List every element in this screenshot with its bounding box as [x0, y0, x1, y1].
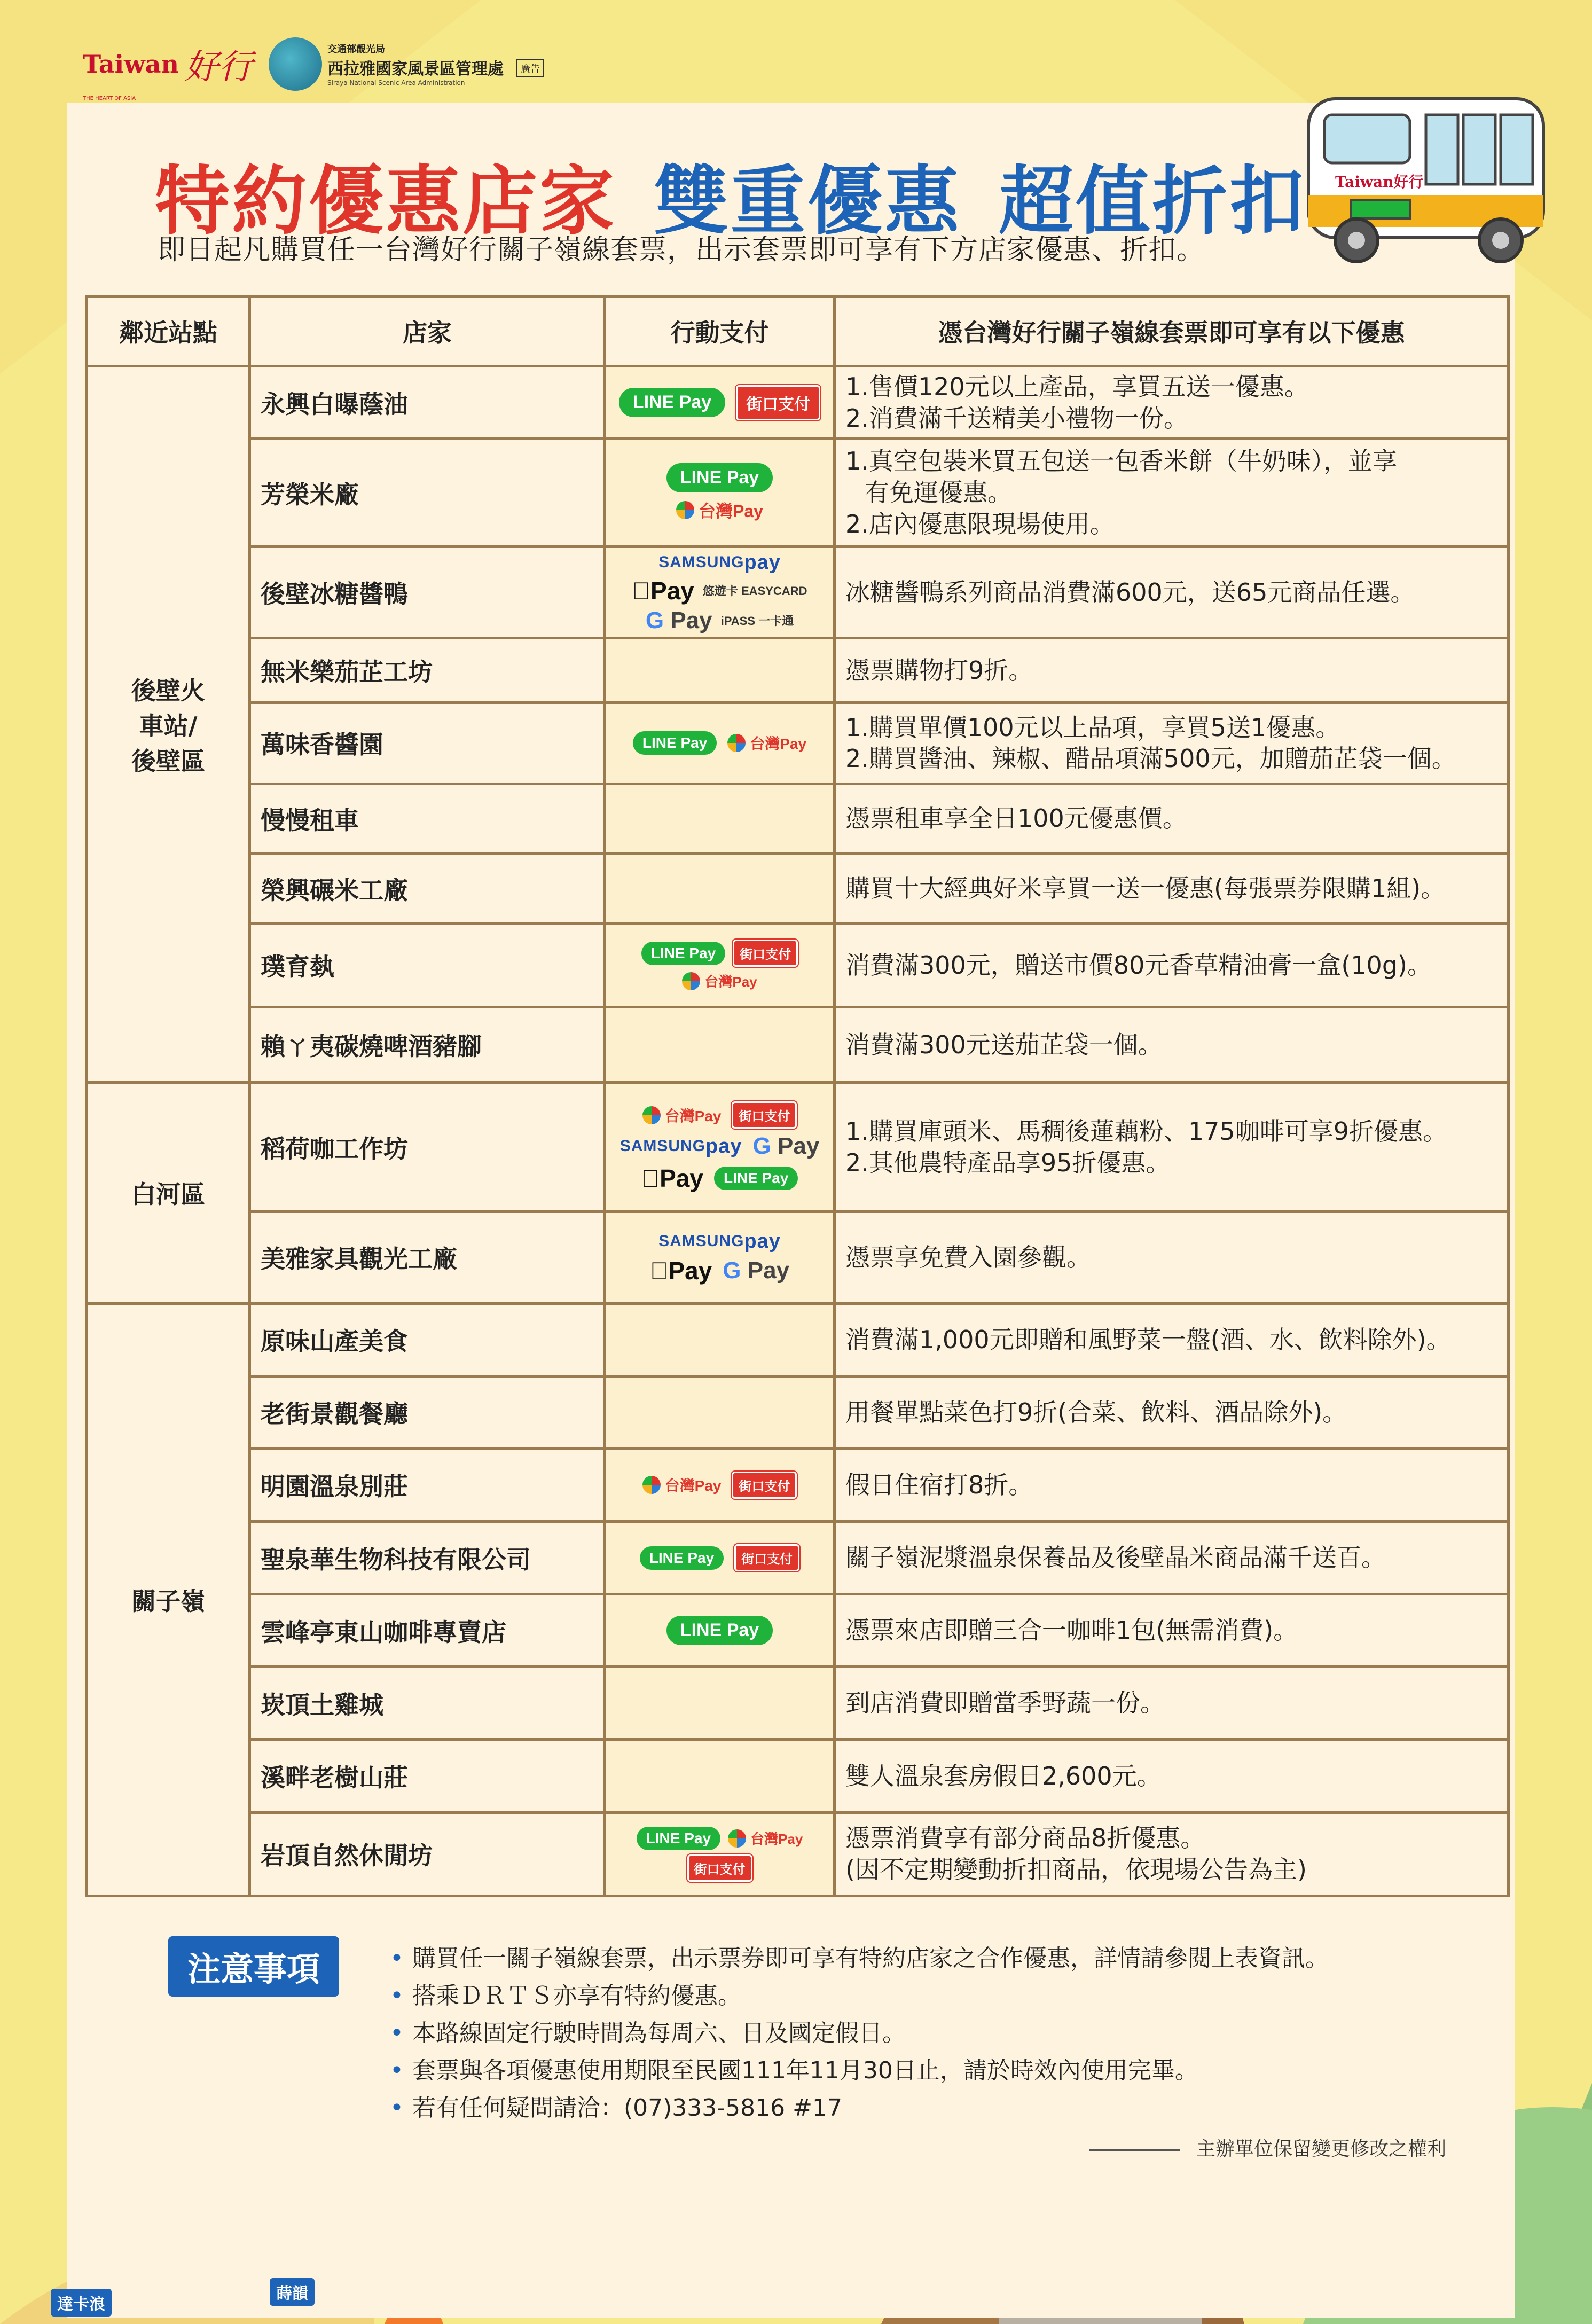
table-row: [87, 1007, 1509, 1083]
taiwan-pay-icon: [728, 1828, 803, 1848]
offer-cell: 消費滿300元，贈送市價80元香草精油膏一盒(10g)。: [835, 924, 1509, 1007]
taiwan-pay-label: 台灣Pay: [699, 502, 763, 521]
taiwan-pay-icon: [642, 1474, 722, 1496]
agency-line2: 西拉雅國家風景區管理處: [327, 60, 504, 79]
area-houbi: [87, 366, 250, 1083]
samsung-pay-icon: [620, 1135, 742, 1158]
shop-name: 慢慢租車: [250, 784, 605, 854]
title-part1: 特約優惠店家: [155, 158, 617, 245]
taiwan-logo-word: Taiwan: [83, 50, 179, 79]
bus-illustration: [1303, 88, 1554, 270]
apple-pay-label: Pay: [641, 576, 685, 605]
line-pay-icon: LINE Pay: [633, 731, 717, 755]
table-row: [87, 638, 1509, 703]
shop-name: 萬味香醬園: [250, 703, 605, 784]
offer-cell: [835, 439, 1509, 547]
jko-pay-icon: 街口支付: [687, 1854, 752, 1882]
offer-cell: 假日住宿打8折。: [835, 1449, 1509, 1521]
apple-pay-icon: [632, 576, 694, 605]
google-pay-icon: [753, 1133, 820, 1160]
col-header-shop: 店家: [250, 296, 605, 366]
samsung-label: SAMSUNG: [658, 553, 744, 572]
payment-cell: [605, 1376, 835, 1449]
offer-line: 有免運優惠。: [865, 478, 1012, 507]
siraya-emblem-icon: [269, 37, 322, 91]
offer-line: 2.店內優惠限現場使用。: [845, 509, 1115, 538]
shop-name: 後壁冰糖醬鴨: [250, 546, 605, 638]
title-part2: 雙重優惠: [654, 158, 962, 245]
notice-item: • 套票與各項優惠使用期限至民國111年11月30日止，請於時效內使用完畢。: [390, 2052, 1329, 2090]
offer-cell: 冰糖醬鴨系列商品消費滿600元，送65元商品任選。: [835, 546, 1509, 638]
page-subtitle: 即日起凡購買任一台灣好行關子嶺線套票，出示套票即可享有下方店家優惠、折扣。: [158, 234, 1205, 266]
jko-pay-icon: 街口支付: [736, 385, 820, 420]
offer-line: 2.消費滿千送精美小禮物一份。: [845, 403, 1188, 433]
samsung-label: SAMSUNG: [619, 1137, 706, 1155]
offer-cell: 關子嶺泥漿溫泉保養品及後壁晶米商品滿千送百。: [835, 1522, 1509, 1594]
google-pay-label: Pay: [778, 1133, 820, 1160]
payment-cell: [605, 546, 835, 638]
notice-item: • 本路線固定行駛時間為每周六、日及國定假日。: [390, 2015, 1329, 2052]
payment-cell: [605, 784, 835, 854]
table-row: [87, 854, 1509, 924]
offer-line: (因不定期變動折扣商品，依現場公告為主): [845, 1855, 1307, 1884]
offer-cell: 用餐單點菜色打9折(合菜、飲料、酒品除外)。: [835, 1376, 1509, 1449]
apple-pay-label: Pay: [650, 1164, 694, 1193]
shop-name: 岩頂自然休閒坊: [250, 1812, 605, 1896]
taiwan-logo-script: 好行: [184, 48, 253, 87]
table-row: [87, 1812, 1509, 1896]
taiwan-pay-icon: [682, 971, 757, 991]
table-header-row: [87, 296, 1509, 366]
offer-line: 憑票消費享有部分商品8折優惠。: [845, 1824, 1205, 1853]
table-row: [87, 1667, 1509, 1740]
offer-line: 1.購買庫頭米、馬稠後蓮藕粉、175咖啡可享9折優惠。: [845, 1116, 1447, 1146]
table-row: [87, 1083, 1509, 1212]
line-pay-icon: LINE Pay: [666, 463, 773, 492]
discount-stores-table: [85, 295, 1510, 1897]
jko-pay-icon: 街口支付: [733, 940, 798, 967]
offer-line: 1.真空包裝米買五包送一包香米餅（牛奶味），並享: [845, 447, 1397, 476]
offer-cell: [835, 1083, 1509, 1212]
payment-cell: [605, 1522, 835, 1594]
shop-name: 老街景觀餐廳: [250, 1376, 605, 1449]
table-row: [87, 1376, 1509, 1449]
samsung-pay-icon: [616, 1230, 824, 1253]
table-row: [87, 366, 1509, 439]
payment-cell: [605, 1212, 835, 1303]
table-row: [87, 924, 1509, 1007]
offer-cell: 憑票享免費入園參觀。: [835, 1212, 1509, 1303]
siraya-admin-logo: [269, 37, 544, 91]
line-pay-icon: LINE Pay: [714, 1167, 798, 1190]
apple-pay-icon: [641, 1164, 703, 1193]
shop-name: 璞育埶: [250, 924, 605, 1007]
payment-cell: [605, 854, 835, 924]
shop-name: 稻荷咖工作坊: [250, 1083, 605, 1212]
shop-name: 賴ㄚ夷碳燒啤酒豬腳: [250, 1007, 605, 1083]
taiwan-logo-tagline: THE HEART OF ASIA: [83, 96, 136, 101]
agency-line1: 交通部觀光局: [327, 44, 385, 55]
table-row: [87, 703, 1509, 784]
payment-cell: [605, 1667, 835, 1740]
payment-cell: [605, 1449, 835, 1521]
table-row: [87, 784, 1509, 854]
table-row: [87, 1449, 1509, 1521]
payment-cell: [605, 1083, 835, 1212]
rights-reserved-note: 主辦單位保留變更修改之權利: [1089, 2134, 1446, 2161]
offer-cell: 到店消費即贈當季野蔬一份。: [835, 1667, 1509, 1740]
jko-pay-icon: 街口支付: [732, 1101, 797, 1129]
google-pay-icon: [713, 1257, 789, 1284]
ad-tag: 廣告: [516, 59, 544, 77]
taiwan-pay-icon: [676, 498, 763, 522]
google-g-label: G: [752, 1133, 771, 1160]
table-row: [87, 439, 1509, 547]
google-g-label: G: [713, 1257, 732, 1284]
line-pay-icon: LINE Pay: [619, 388, 725, 417]
taiwan-pay-label: 台灣Pay: [664, 1477, 722, 1494]
shop-name: 雲峰亭東山咖啡專賣店: [250, 1594, 605, 1667]
notice-item: • 搭乘ＤＲＴＳ亦享有特約優惠。: [390, 1977, 1329, 2015]
offer-cell: 憑票來店即贈三合一咖啡1包(無需消費)。: [835, 1594, 1509, 1667]
offer-cell: [835, 366, 1509, 439]
shop-name: 明園溫泉別莊: [250, 1449, 605, 1521]
taiwan-pay-icon: [642, 1105, 722, 1126]
offer-line: 1.售價120元以上產品，享買五送一優惠。: [845, 372, 1309, 401]
payment-cell: [605, 638, 835, 703]
line-pay-icon: LINE Pay: [641, 942, 725, 965]
payment-cell: [605, 1812, 835, 1896]
google-pay-label: Pay: [670, 607, 712, 633]
taiwan-tourism-logo: [83, 40, 253, 101]
table-row: [87, 1594, 1509, 1667]
shop-name: 榮興碾米工廠: [250, 854, 605, 924]
notice-label: 注意事項: [168, 1936, 339, 1997]
offer-cell: 憑票購物打9折。: [835, 638, 1509, 703]
col-header-offer: 憑台灣好行關子嶺線套票即可享有以下優惠: [835, 296, 1509, 366]
taiwan-pay-icon: [727, 732, 806, 754]
taiwan-pay-label: 台灣Pay: [704, 974, 757, 990]
table-row: [87, 1740, 1509, 1812]
offer-line: 1.購買單價100元以上品項，享買5送1優惠。: [845, 713, 1340, 742]
col-header-station: 鄰近站點: [87, 296, 250, 366]
samsung-pay-icon: [616, 551, 824, 574]
line-pay-icon: LINE Pay: [666, 1616, 773, 1645]
shop-name: 無米樂茄芷工坊: [250, 638, 605, 703]
payment-cell: [605, 1303, 835, 1376]
shop-name: 原味山產美食: [250, 1303, 605, 1376]
jko-pay-icon: 街口支付: [734, 1544, 799, 1571]
notice-list: [390, 1940, 1329, 2127]
offer-cell: 雙人溫泉套房假日2,600元。: [835, 1740, 1509, 1812]
offer-cell: [835, 1812, 1509, 1896]
offer-cell: 消費滿300元送茄芷袋一個。: [835, 1007, 1509, 1083]
payment-cell: [605, 1594, 835, 1667]
table-row: [87, 1303, 1509, 1376]
google-pay-label: Pay: [738, 1257, 780, 1284]
header-logos: [83, 24, 544, 104]
line-pay-icon: LINE Pay: [640, 1546, 724, 1570]
table-row: [87, 546, 1509, 638]
offer-cell: 購買十大經典好米享買一送一優惠(每張票券限購1組)。: [835, 854, 1509, 924]
shop-name: 芳榮米廠: [250, 439, 605, 547]
offer-cell: [835, 703, 1509, 784]
jko-pay-icon: 街口支付: [732, 1472, 797, 1499]
taiwan-pay-label: 台灣Pay: [664, 1107, 722, 1124]
google-pay-icon: [646, 607, 712, 634]
bus-logo: Taiwan好行: [1335, 173, 1424, 191]
payment-cell: [605, 1740, 835, 1812]
payment-cell: [605, 439, 835, 547]
samsung-label: SAMSUNG: [658, 1232, 744, 1250]
shop-name: 永興白曝蔭油: [250, 366, 605, 439]
notice-item: • 購買任一關子嶺線套票，出示票券即可享有特約店家之合作優惠，詳情請參閱上表資訊。: [390, 1940, 1329, 1977]
col-header-payment: 行動支付: [605, 296, 835, 366]
offer-line: 2.其他農特產品享95折優惠。: [845, 1148, 1171, 1177]
payment-cell: [605, 924, 835, 1007]
offer-line: 2.購買醬油、辣椒、醋品項滿500元，加贈茄芷袋一個。: [845, 744, 1456, 773]
google-g-label: G: [645, 607, 664, 633]
apple-pay-label: Pay: [659, 1256, 703, 1285]
agency-line3: Siraya National Scenic Area Administration: [327, 79, 465, 87]
area-houbi-label: 後壁火車站/後壁區: [131, 676, 205, 776]
shop-name: 崁頂土雞城: [250, 1667, 605, 1740]
notice-item: • 若有任何疑問請洽：(07)333-5816 #17: [390, 2090, 1329, 2127]
payment-cell: [605, 366, 835, 439]
taiwan-pay-label: 台灣Pay: [750, 735, 807, 753]
apple-pay-icon: [650, 1256, 712, 1285]
table-row: [87, 1212, 1509, 1303]
table-row: [87, 1522, 1509, 1594]
shop-name: 溪畔老樹山莊: [250, 1740, 605, 1812]
payment-cell: [605, 1007, 835, 1083]
area-baihe: 白河區: [87, 1083, 250, 1303]
character-label-right: 蒔韻: [270, 2278, 315, 2306]
title-part3: 超值折扣: [999, 158, 1307, 245]
samsung-pay-label: pay: [744, 1230, 781, 1253]
samsung-pay-label: pay: [705, 1134, 742, 1157]
character-label-left: 達卡浪: [51, 2289, 112, 2317]
ipass-icon: iPASS 一卡通: [720, 614, 794, 628]
shop-name: 聖泉華生物科技有限公司: [250, 1522, 605, 1594]
easycard-icon: 悠遊卡 EASYCARD: [693, 584, 798, 598]
taiwan-pay-label: 台灣Pay: [750, 1831, 803, 1848]
area-guanziling: 關子嶺: [87, 1303, 250, 1896]
payment-cell: [605, 703, 835, 784]
line-pay-icon: LINE Pay: [637, 1827, 720, 1850]
shop-name: 美雅家具觀光工廠: [250, 1212, 605, 1303]
offer-cell: 憑票租車享全日100元優惠價。: [835, 784, 1509, 854]
samsung-pay-label: pay: [744, 551, 781, 574]
offer-cell: 消費滿1,000元即贈和風野菜一盤(酒、水、飲料除外)。: [835, 1303, 1509, 1376]
